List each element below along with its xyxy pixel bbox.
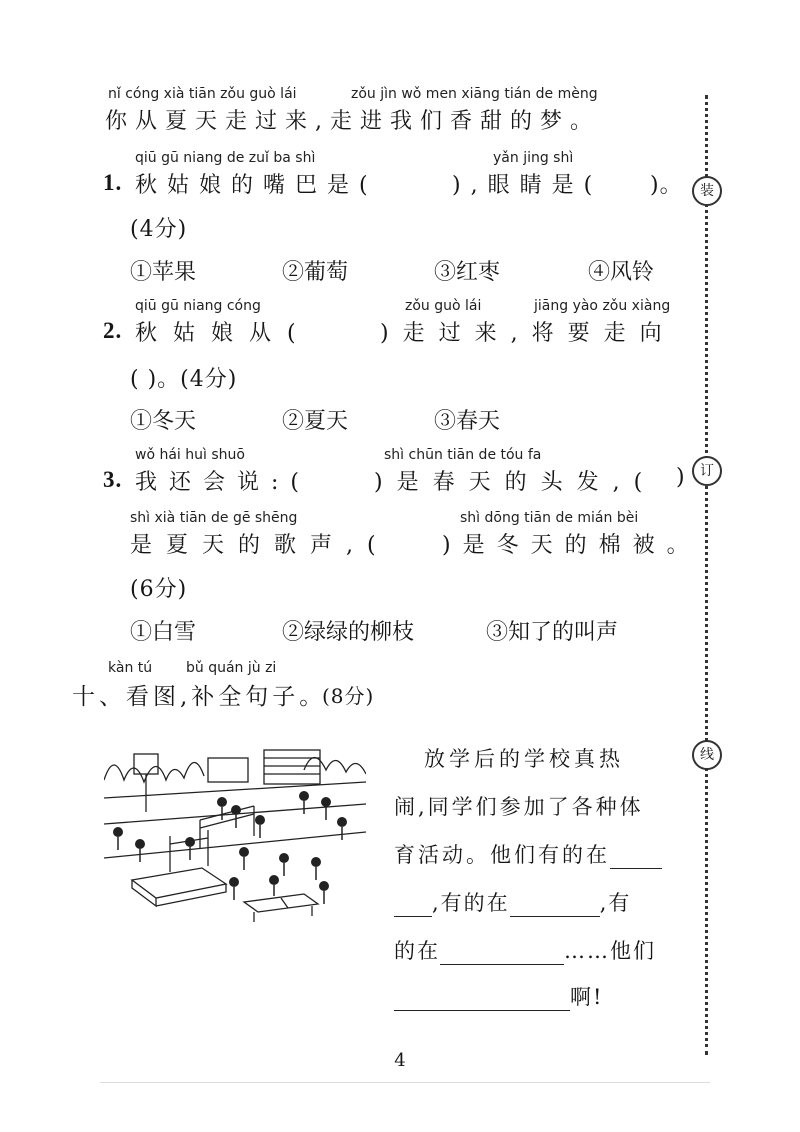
q1-text: 秋姑娘的嘴巴是( bbox=[135, 173, 378, 198]
q2-option: ③春天 bbox=[434, 409, 501, 434]
q3-option: ②绿绿的柳枝 bbox=[282, 620, 415, 645]
section10-para-text: 的在 bbox=[394, 939, 440, 963]
section10-para-line: 放学后的学校真热 bbox=[424, 747, 624, 771]
q1-pinyin: qiū gū niang de zuǐ ba shì bbox=[135, 150, 316, 166]
section10-para-line bbox=[394, 935, 656, 965]
binding-mark: 装 bbox=[692, 176, 722, 206]
section10-title: 十、看图,补全句子。 bbox=[72, 684, 327, 710]
section10-para-line bbox=[394, 981, 603, 1011]
answer-blank[interactable] bbox=[394, 988, 570, 1011]
q3-text: 是夏天的歌声,( bbox=[130, 533, 390, 558]
q3-pinyin: shì dōng tiān de mián bèi bbox=[460, 510, 639, 526]
q2-text: )走过来,将要走向 bbox=[380, 321, 676, 346]
q1-score: (4分) bbox=[130, 217, 188, 242]
q2-option: ①冬天 bbox=[130, 409, 197, 434]
answer-blank[interactable] bbox=[440, 942, 564, 965]
q2-pinyin: zǒu guò lái bbox=[405, 298, 482, 314]
q3-pinyin: wǒ hái huì shuō bbox=[135, 447, 245, 463]
q1-option: ④风铃 bbox=[588, 260, 655, 285]
section10-pinyin: bǔ quán jù zi bbox=[186, 660, 277, 676]
q1-option: ①苹果 bbox=[130, 260, 197, 285]
page-number: 4 bbox=[394, 1050, 406, 1071]
answer-blank[interactable] bbox=[394, 894, 432, 917]
q2-text: 秋姑娘从( bbox=[135, 321, 312, 346]
section10-para-text: 育活动。他们有的在 bbox=[394, 843, 610, 867]
binding-dotted-line bbox=[705, 95, 708, 1055]
q1-option: ②葡萄 bbox=[282, 260, 349, 285]
section10-para-text: 啊! bbox=[570, 985, 604, 1009]
binding-mark: 订 bbox=[692, 456, 722, 486]
schoolyard-illustration bbox=[104, 740, 366, 924]
intro-pinyin: nǐ cóng xià tiān zǒu guò lái bbox=[108, 86, 297, 102]
section10-para-text: ……他们 bbox=[564, 939, 656, 963]
answer-blank[interactable] bbox=[510, 894, 600, 917]
section10-score: (8分) bbox=[322, 684, 375, 708]
section10-para-line: 闹,同学们参加了各种体 bbox=[394, 795, 644, 819]
intro-pinyin: zǒu jìn wǒ men xiāng tián de mèng bbox=[351, 86, 598, 102]
section10-para-text: ,有的在 bbox=[432, 891, 510, 915]
q3-text: ) bbox=[676, 465, 686, 490]
q1-text: )。 bbox=[650, 173, 683, 198]
section10-para-line bbox=[394, 839, 662, 869]
q3-text: )是春天的头发,( bbox=[374, 470, 657, 495]
q3-option: ③知了的叫声 bbox=[486, 620, 619, 645]
q1-number: 1. bbox=[103, 170, 123, 195]
q1-option: ③红枣 bbox=[434, 260, 501, 285]
q2-line2: ( )。(4分) bbox=[130, 367, 238, 392]
q2-pinyin: jiāng yào zǒu xiàng bbox=[534, 298, 671, 314]
q2-pinyin: qiū gū niang cóng bbox=[135, 298, 261, 314]
section10-para-text: ,有 bbox=[599, 891, 632, 915]
q3-number: 3. bbox=[103, 467, 123, 492]
section10-para-line bbox=[394, 887, 631, 917]
answer-blank[interactable] bbox=[610, 846, 662, 869]
q3-pinyin: shì chūn tiān de tóu fa bbox=[384, 447, 542, 463]
binding-mark: 线 bbox=[692, 740, 722, 770]
q2-number: 2. bbox=[103, 318, 123, 343]
q2-option: ②夏天 bbox=[282, 409, 349, 434]
q3-text: 我还会说:( bbox=[135, 470, 311, 495]
section10-pinyin: kàn tú bbox=[108, 660, 153, 676]
q1-text: ),眼睛是( bbox=[452, 173, 603, 198]
q3-pinyin: shì xià tiān de gē shēng bbox=[130, 510, 298, 526]
q1-pinyin: yǎn jing shì bbox=[493, 150, 574, 166]
bottom-rule bbox=[100, 1082, 710, 1083]
q3-score: (6分) bbox=[130, 577, 188, 602]
q3-option: ①白雪 bbox=[130, 620, 197, 645]
q3-text: )是冬天的棉被。 bbox=[442, 533, 701, 558]
intro-text: 你从夏天走过来,走进我们香甜的梦。 bbox=[105, 109, 600, 134]
